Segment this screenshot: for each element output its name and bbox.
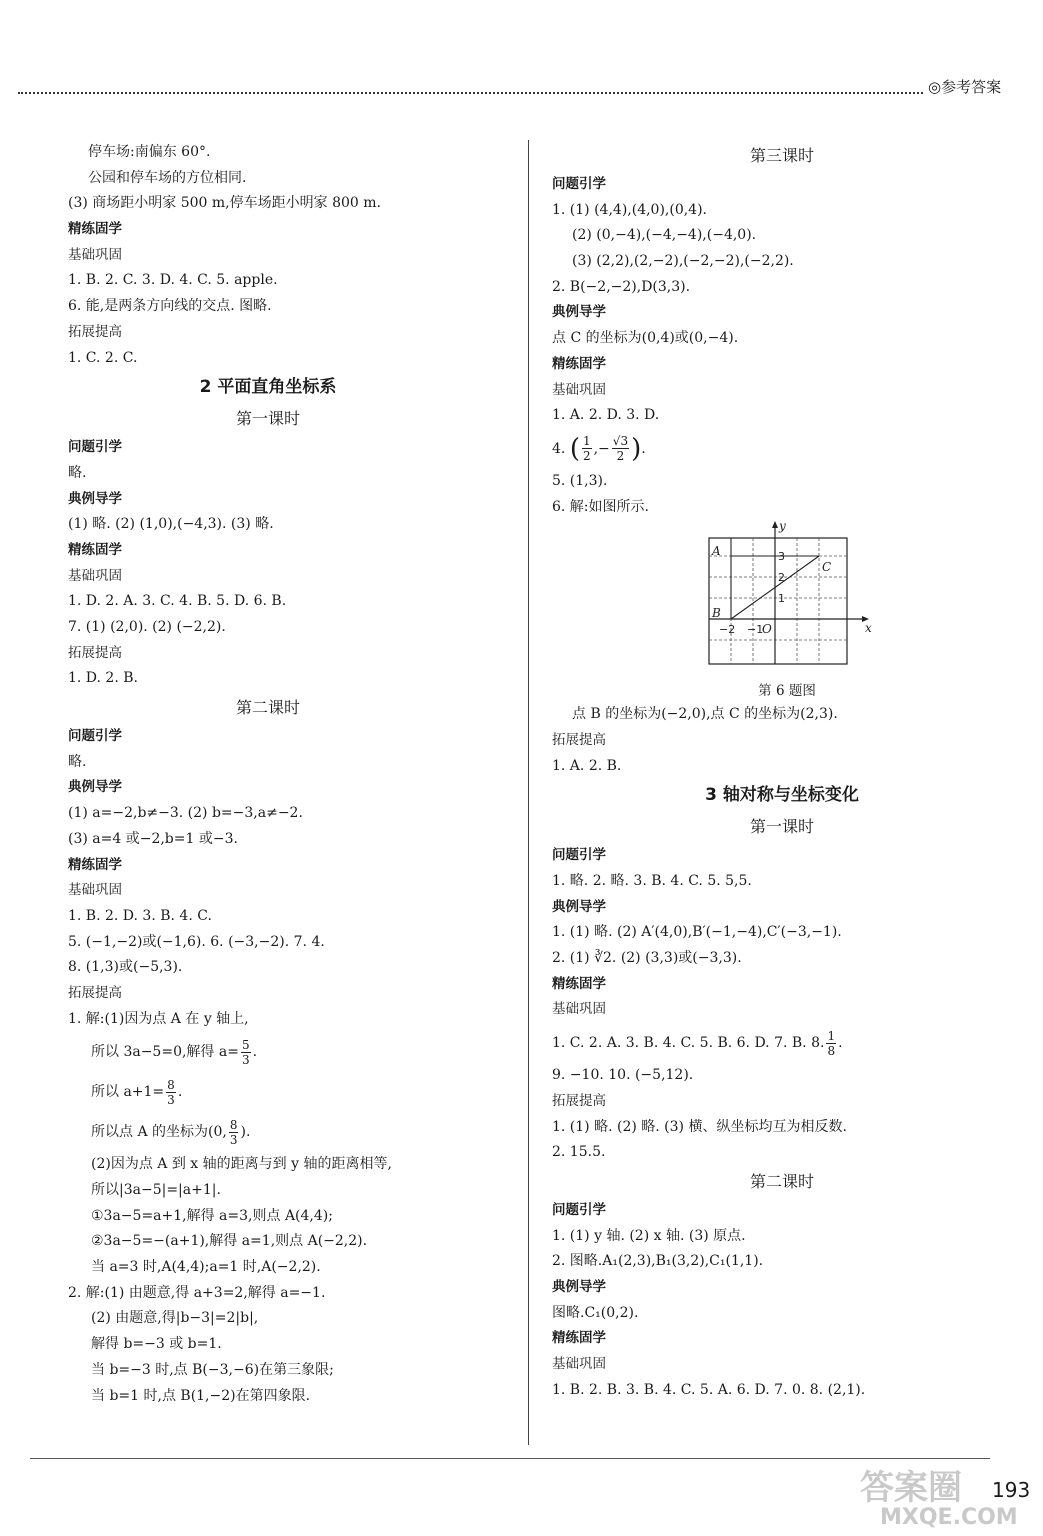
heading-dianli: 典例导学 [552, 898, 606, 915]
answer-line: 2. (1) ∛2. (2) (3,3)或(−3,3). [552, 950, 742, 967]
answer-line: 4. ( $\frac{1}{2}$ ,− $\frac{√3}{2}$ ). [552, 433, 646, 464]
heading-dianli: 典例导学 [68, 779, 122, 796]
heading-jinglian: 精练固学 [552, 355, 606, 372]
answer-line: 所以 3a−5=0,解得 a= $\frac{5}{3}$ . [91, 1037, 258, 1067]
answer-line: ①3a−5=a+1,解得 a=3,则点 A(4,4); [91, 1207, 333, 1224]
heading-jichu: 基础巩固 [552, 381, 606, 398]
heading-dianli: 典例导学 [68, 490, 122, 507]
answer-line: 解得 b=−3 或 b=1. [91, 1336, 222, 1353]
numerator: 1 [582, 434, 591, 449]
answer-line: (1) a=−2,b≠−3. (2) b=−3,a≠−2. [68, 805, 303, 822]
tick-1: 1 [778, 592, 785, 606]
answer-line: (2) 由题意,得|b−3|=2|b|, [91, 1310, 259, 1327]
answer-line: (1) 略. (2) (1,0),(−4,3). (3) 略. [68, 516, 274, 533]
y-axis-arrow [772, 521, 778, 528]
paren-right: ) [631, 433, 642, 464]
heading-tuozhan: 拓展提高 [68, 323, 122, 340]
answer-line: (3) a=4 或−2,b=1 或−3. [68, 830, 238, 847]
heading-dianli: 典例导学 [552, 304, 606, 321]
answer-line: 2. 15.5. [552, 1144, 606, 1161]
denominator: 2 [616, 449, 625, 464]
right-column [552, 140, 1012, 1403]
tick-minus-2: −2 [719, 623, 736, 637]
fraction [229, 1118, 239, 1147]
label-c: C [822, 560, 832, 575]
heading-jinglian: 精练固学 [68, 856, 122, 873]
text-line: 略. [68, 753, 87, 770]
text-line: 停车场:南偏东 60°. [88, 144, 211, 160]
fraction [241, 1038, 251, 1067]
answer-line: 2. 图略.A₁(2,3),B₁(3,2),C₁(1,1). [552, 1253, 764, 1270]
answer-line: 7. (1) (2,0). (2) (−2,2). [68, 619, 226, 635]
answer-line: (2) (0,−4),(−4,−4),(−4,0). [572, 227, 757, 244]
answer-line: 1. B. 2. C. 3. D. 4. C. 5. apple. [68, 272, 278, 289]
answer-line: 1. A. 2. B. [552, 757, 622, 774]
header-title: ◎参考答案 [928, 78, 1002, 96]
answer-line: 所以|3a−5|=|a+1|. [91, 1182, 221, 1198]
answer-line: 6. 解:如图所示. [552, 498, 649, 515]
text-line: 略. [68, 464, 87, 481]
answer-line: 所以 a+1= $\frac{8}{3}$ . [91, 1077, 183, 1107]
heading-wenti: 问题引学 [552, 847, 606, 864]
fraction [612, 434, 629, 463]
page-number: 193 [992, 1478, 1031, 1502]
column-divider [528, 140, 529, 1445]
label-x: x [865, 621, 872, 636]
answer-line: 8. (1,3)或(−5,3). [68, 959, 183, 976]
heading-tuozhan: 拓展提高 [68, 644, 122, 661]
footer-line [30, 1458, 990, 1459]
section-title: 3 轴对称与坐标变化 [705, 785, 859, 806]
answer-line: 1. C. 2. A. 3. B. 4. C. 5. B. 6. D. 7. B. 8. $\frac{1}{8}$ . [552, 1028, 843, 1058]
answer-line: 2. B(−2,−2),D(3,3). [552, 278, 691, 295]
answer-line: 1. 略. 2. 略. 3. B. 4. C. 5. 5,5. [552, 873, 752, 889]
answer-line: 5. (−1,−2)或(−1,6). 6. (−3,−2). 7. 4. [68, 933, 325, 950]
answer-line: 1. D. 2. B. [68, 670, 138, 687]
label-a: A [712, 544, 721, 559]
answer-line [68, 1112, 468, 1152]
label-b: B [712, 606, 721, 621]
answer-line: ②3a−5=−(a+1),解得 a=1,则点 A(−2,2). [91, 1233, 368, 1250]
heading-jinglian: 精练固学 [552, 1330, 606, 1347]
tick-3: 3 [778, 550, 785, 564]
denominator: 3 [167, 1092, 175, 1107]
answer-line: 2. 解:(1) 由题意,得 a+3=2,解得 a=−1. [68, 1284, 326, 1301]
header-dotted-line [18, 92, 923, 94]
text: 4. [552, 440, 566, 457]
text: 1. C. 2. A. 3. B. 4. C. 5. B. 6. D. 7. B. 8. [552, 1035, 825, 1052]
answer-line: 9. −10. 10. (−5,12). [552, 1067, 694, 1084]
answer-line: 图略.C₁(0,2). [552, 1304, 639, 1321]
lesson-title: 第一课时 [749, 817, 814, 837]
numerator: 1 [827, 1028, 836, 1043]
heading-dianli: 典例导学 [552, 1278, 606, 1295]
paren-left: ( [569, 433, 580, 464]
lesson-title: 第二课时 [749, 1171, 814, 1191]
answer-line: 1. B. 2. D. 3. B. 4. C. [68, 907, 212, 924]
lesson-title: 第二课时 [235, 698, 300, 718]
denominator: 8 [827, 1043, 836, 1058]
numerator: 5 [241, 1037, 250, 1052]
text: 所以 3a−5=0,解得 a= [91, 1044, 239, 1061]
tick-2: 2 [778, 571, 785, 585]
text: 所以 a+1= [91, 1084, 165, 1101]
answer-line: 6. 能,是两条方向线的交点. 图略. [68, 298, 272, 315]
tick-minus-1: −1 [747, 623, 764, 637]
heading-wenti: 问题引学 [552, 176, 606, 192]
answer-line: 当 a=3 时,A(4,4);a=1 时,A(−2,2). [91, 1259, 321, 1276]
label-o: O [762, 622, 772, 637]
heading-jichu: 基础巩固 [68, 246, 122, 263]
text-line: (3) 商场距小明家 500 m,停车场距小明家 800 m. [68, 195, 381, 212]
answer-line: 点 C 的坐标为(0,4)或(0,−4). [552, 330, 739, 347]
text: ). [240, 1124, 251, 1141]
denominator: 3 [229, 1132, 238, 1147]
heading-jinglian: 精练固学 [68, 221, 122, 238]
answer-line: 1. C. 2. C. [68, 349, 138, 366]
answer-line: 1. 解:(1)因为点 A 在 y 轴上, [68, 1010, 249, 1027]
numerator: 8 [229, 1117, 238, 1132]
answer-line: (3) (2,2),(2,−2),(−2,−2),(−2,2). [572, 253, 794, 270]
watermark-logo: 答案圈 [860, 1468, 962, 1508]
watermark-url: MXQE.COM [880, 1505, 1018, 1530]
heading-tuozhan: 拓展提高 [552, 731, 606, 748]
heading-wenti: 问题引学 [552, 1201, 606, 1218]
figure-caption: 第 6 题图 [758, 683, 816, 700]
heading-jichu: 基础巩固 [68, 567, 122, 584]
text-line: 公园和停车场的方位相同. [88, 169, 247, 186]
section-title: 2 平面直角坐标系 [199, 377, 337, 398]
answer-line: (2)因为点 A 到 x 轴的距离与到 y 轴的距离相等, [91, 1156, 392, 1173]
answer-line: 当 b=−3 时,点 B(−3,−6)在第三象限; [91, 1361, 334, 1378]
answer-line: 1. (1) y 轴. (2) x 轴. (3) 原点. [552, 1227, 746, 1244]
answer-line: 1. (1) (4,4),(4,0),(0,4). [552, 201, 708, 218]
heading-jichu: 基础巩固 [552, 1001, 606, 1018]
lesson-title: 第三课时 [749, 146, 814, 165]
grid-diagram [697, 520, 927, 675]
denominator: 3 [241, 1052, 250, 1067]
lesson-title: 第一课时 [235, 409, 300, 429]
heading-tuozhan: 拓展提高 [68, 984, 122, 1001]
answer-line: 当 b=1 时,点 B(1,−2)在第四象限. [91, 1387, 311, 1404]
fraction [826, 1029, 836, 1058]
heading-jinglian: 精练固学 [68, 541, 122, 558]
heading-wenti: 问题引学 [68, 439, 122, 456]
answer-line: 1. A. 2. D. 3. D. [552, 407, 660, 424]
answer-line: 点 B 的坐标为(−2,0),点 C 的坐标为(2,3). [572, 706, 838, 723]
answer-line: 1. D. 2. A. 3. C. 4. B. 5. D. 6. B. [68, 593, 287, 610]
coordinate-figure [552, 520, 1012, 680]
left-column [68, 140, 468, 1409]
heading-tuozhan: 拓展提高 [552, 1092, 606, 1109]
heading-jichu: 基础巩固 [68, 882, 122, 899]
denominator: 2 [582, 449, 591, 464]
answer-line: 5. (1,3). [552, 472, 608, 489]
fraction [582, 434, 592, 463]
numerator: √3 [612, 434, 629, 449]
label-y: y [779, 520, 786, 534]
heading-wenti: 问题引学 [68, 728, 122, 745]
answer-line: 1. B. 2. B. 3. B. 4. C. 5. A. 6. D. 7. 0. 8. (2,1). [552, 1381, 866, 1398]
answer-line: 1. (1) 略. (2) 略. (3) 横、纵坐标均互为相反数. [552, 1118, 847, 1135]
fraction [166, 1078, 176, 1107]
numerator: 8 [167, 1077, 175, 1092]
heading-jinglian: 精练固学 [552, 975, 606, 992]
heading-jichu: 基础巩固 [552, 1356, 606, 1372]
text: 所以点 A 的坐标为(0, [91, 1124, 227, 1141]
answer-line: 1. (1) 略. (2) A′(4,0),B′(−1,−4),C′(−3,−1). [552, 924, 842, 941]
